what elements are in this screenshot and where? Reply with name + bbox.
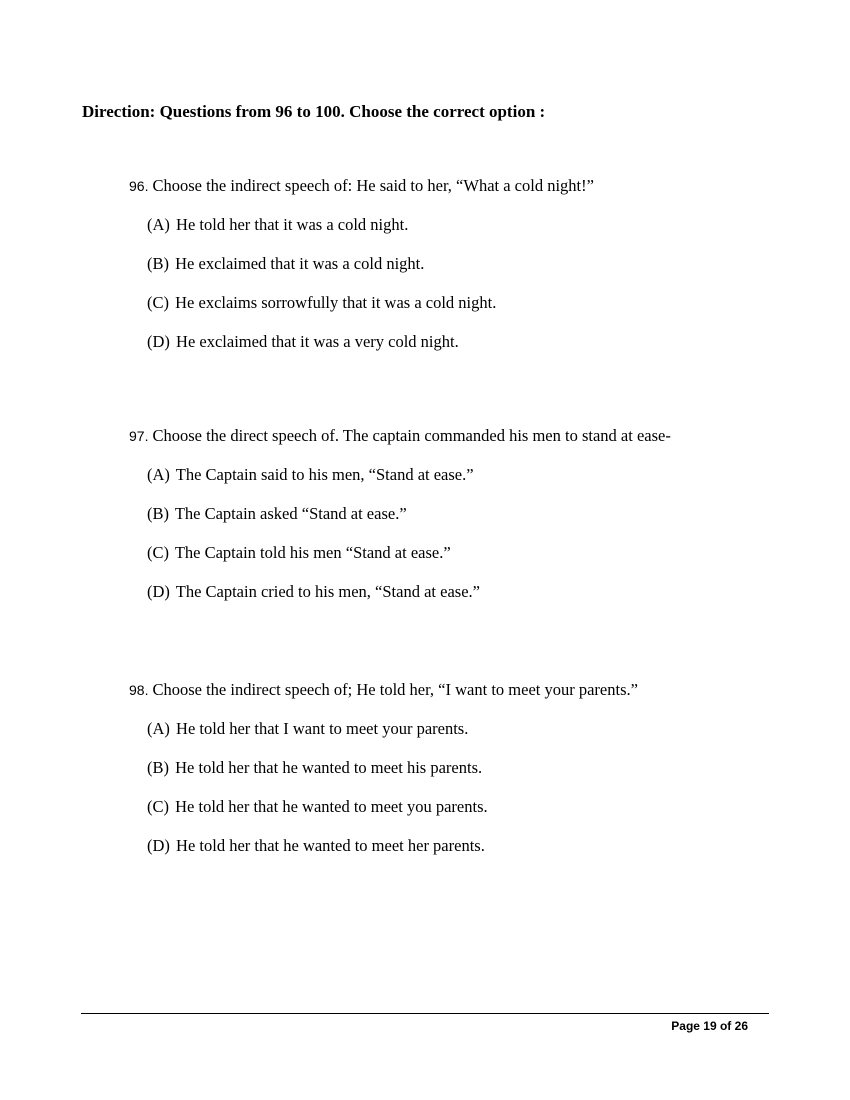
option-text: He told her that he wanted to meet her parents. <box>176 836 485 855</box>
option-a <box>147 465 671 485</box>
option-letter: (B) <box>147 254 169 273</box>
option-text: He told her that he wanted to meet his parents. <box>175 758 483 777</box>
option-text: The Captain asked “Stand at ease.” <box>174 504 407 523</box>
option-text: He exclaimed that it was a cold night. <box>175 254 425 273</box>
option-c <box>147 797 638 817</box>
option-text: He told her that I want to meet your parents. <box>176 719 469 738</box>
option-text: The Captain said to his men, “Stand at ease.” <box>175 465 474 484</box>
option-c <box>147 543 671 563</box>
direction-heading: Direction: Questions from 96 to 100. Choose the correct option : <box>82 102 546 121</box>
option-b <box>147 504 671 524</box>
option-b <box>147 758 638 778</box>
option-text: He told her that he wanted to meet you parents. <box>175 797 488 816</box>
option-letter: (B) <box>147 504 169 523</box>
option-text: He exclaimed that it was a very cold night. <box>176 332 459 351</box>
option-letter: (B) <box>147 758 169 777</box>
option-letter: (A) <box>147 719 170 738</box>
options-list <box>147 719 638 856</box>
question-text: Choose the indirect speech of; He told her, “I want to meet your parents.” <box>152 680 638 699</box>
question-text: Choose the indirect speech of: He said to her, “What a cold night!” <box>152 176 594 195</box>
question-96 <box>129 176 594 352</box>
option-letter: (D) <box>147 836 170 855</box>
question-98 <box>129 680 638 856</box>
question-number: 97. <box>129 428 149 444</box>
footer-divider <box>81 1013 769 1014</box>
option-d <box>147 582 671 602</box>
question-number: 96. <box>129 178 149 194</box>
option-letter: (C) <box>147 293 169 312</box>
question-text: Choose the direct speech of. The captain commanded his men to stand at ease- <box>152 426 671 445</box>
option-letter: (C) <box>147 543 169 562</box>
question-stem <box>129 426 671 446</box>
question-number: 98. <box>129 682 149 698</box>
option-text: The Captain told his men “Stand at ease.” <box>174 543 451 562</box>
options-list <box>147 465 671 602</box>
option-letter: (D) <box>147 332 170 351</box>
option-b <box>147 254 594 274</box>
option-letter: (A) <box>147 215 170 234</box>
option-a <box>147 215 594 235</box>
option-a <box>147 719 638 739</box>
option-c <box>147 293 594 313</box>
option-d <box>147 836 638 856</box>
question-97 <box>129 426 671 602</box>
option-text: He exclaims sorrowfully that it was a cold night. <box>175 293 497 312</box>
option-text: The Captain cried to his men, “Stand at ease.” <box>175 582 480 601</box>
option-letter: (A) <box>147 465 170 484</box>
option-text: He told her that it was a cold night. <box>176 215 409 234</box>
page-number: Page 19 of 26 <box>671 1019 748 1033</box>
question-stem <box>129 680 638 700</box>
option-d <box>147 332 594 352</box>
option-letter: (D) <box>147 582 170 601</box>
options-list <box>147 215 594 352</box>
option-letter: (C) <box>147 797 169 816</box>
question-stem <box>129 176 594 196</box>
